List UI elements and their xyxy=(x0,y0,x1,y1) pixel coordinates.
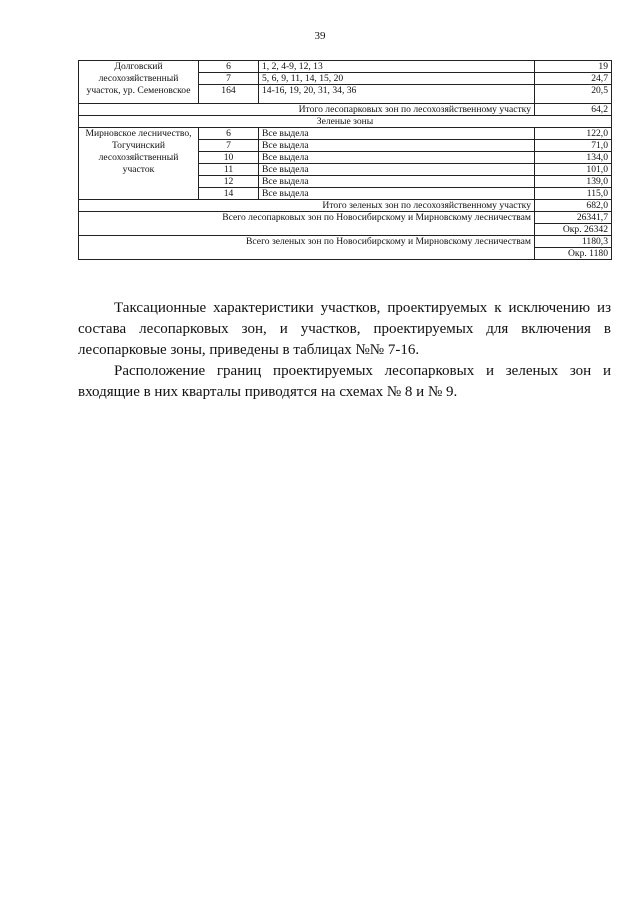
forest-zones-table xyxy=(78,60,612,260)
area-value-cell: 101,0 xyxy=(535,164,612,176)
plots-cell: Все выдела xyxy=(259,140,535,152)
plots-cell: Все выдела xyxy=(259,128,535,140)
area-value-cell: 24,7 xyxy=(535,73,612,85)
table-row xyxy=(79,128,612,140)
subtotal-label: Итого лесопарковых зон по лесохозяйственному участку xyxy=(79,104,535,116)
body-text xyxy=(78,298,611,403)
area-value-cell: 134,0 xyxy=(535,152,612,164)
subtotal-value: 64,2 xyxy=(535,104,612,116)
area-value-cell: 19 xyxy=(535,61,612,73)
subtotal-row xyxy=(79,104,612,116)
subtotal-row xyxy=(79,200,612,212)
paragraph: Расположение границ проектируемых лесопарковых и зеленых зон и входящие в них кварталы приводятся на схемах № 8 и № 9. xyxy=(78,363,611,400)
subtotal-value: 682,0 xyxy=(535,200,612,212)
plots-cell: Все выдела xyxy=(259,188,535,200)
plots-cell: Все выдела xyxy=(259,152,535,164)
forest-park-total-value: 26341,7 xyxy=(535,212,612,224)
area-value-cell: 139,0 xyxy=(535,176,612,188)
plots-cell: Все выдела xyxy=(259,176,535,188)
quarter-cell: 11 xyxy=(199,164,259,176)
plots-cell: 14-16, 19, 20, 31, 34, 36 xyxy=(259,85,535,104)
green-total-value: 1180,3 xyxy=(535,236,612,248)
green-zones-header: Зеленые зоны xyxy=(79,116,612,128)
plots-cell: 5, 6, 9, 11, 14, 15, 20 xyxy=(259,73,535,85)
quarter-cell: 6 xyxy=(199,128,259,140)
area-value-cell: 20,5 xyxy=(535,85,612,104)
quarter-cell: 10 xyxy=(199,152,259,164)
plots-cell: 1, 2, 4-9, 12, 13 xyxy=(259,61,535,73)
quarter-cell: 7 xyxy=(199,140,259,152)
quarter-cell: 14 xyxy=(199,188,259,200)
subtotal-label: Итого зеленых зон по лесохозяйственному участку xyxy=(79,200,535,212)
page-number: 39 xyxy=(314,30,326,42)
green-total-approx: Окр. 1180 xyxy=(535,248,612,260)
grand-total-row xyxy=(79,236,612,248)
section-header-row xyxy=(79,116,612,128)
plots-cell: Все выдела xyxy=(259,164,535,176)
paragraph: Таксационные характеристики участков, проектируемых к исключению из состава лесопарковых зон, и участков, проектируемых для включения в лесопарковые зоны, приведены в таблицах №№ 7-16. xyxy=(78,300,611,358)
green-total-label: Всего зеленых зон по Новосибирскому и Мирновскому лесничествам xyxy=(79,236,535,260)
forest-park-total-approx: Окр. 26342 xyxy=(535,224,612,236)
area-value-cell: 71,0 xyxy=(535,140,612,152)
quarter-cell: 7 xyxy=(199,73,259,85)
forest-park-total-label: Всего лесопарковых зон по Новосибирскому и Мирновскому лесничествам xyxy=(79,212,535,236)
quarter-cell: 12 xyxy=(199,176,259,188)
area-value-cell: 115,0 xyxy=(535,188,612,200)
area-name-cell: Мирновское лесничество, Тогучинский лесохозяйственный участок xyxy=(79,128,199,200)
area-value-cell: 122,0 xyxy=(535,128,612,140)
quarter-cell: 164 xyxy=(199,85,259,104)
area-name-cell: Долговский лесохозяйственный участок, ур. Семеновское xyxy=(79,61,199,104)
table-row xyxy=(79,61,612,73)
quarter-cell: 6 xyxy=(199,61,259,73)
grand-total-row xyxy=(79,212,612,224)
